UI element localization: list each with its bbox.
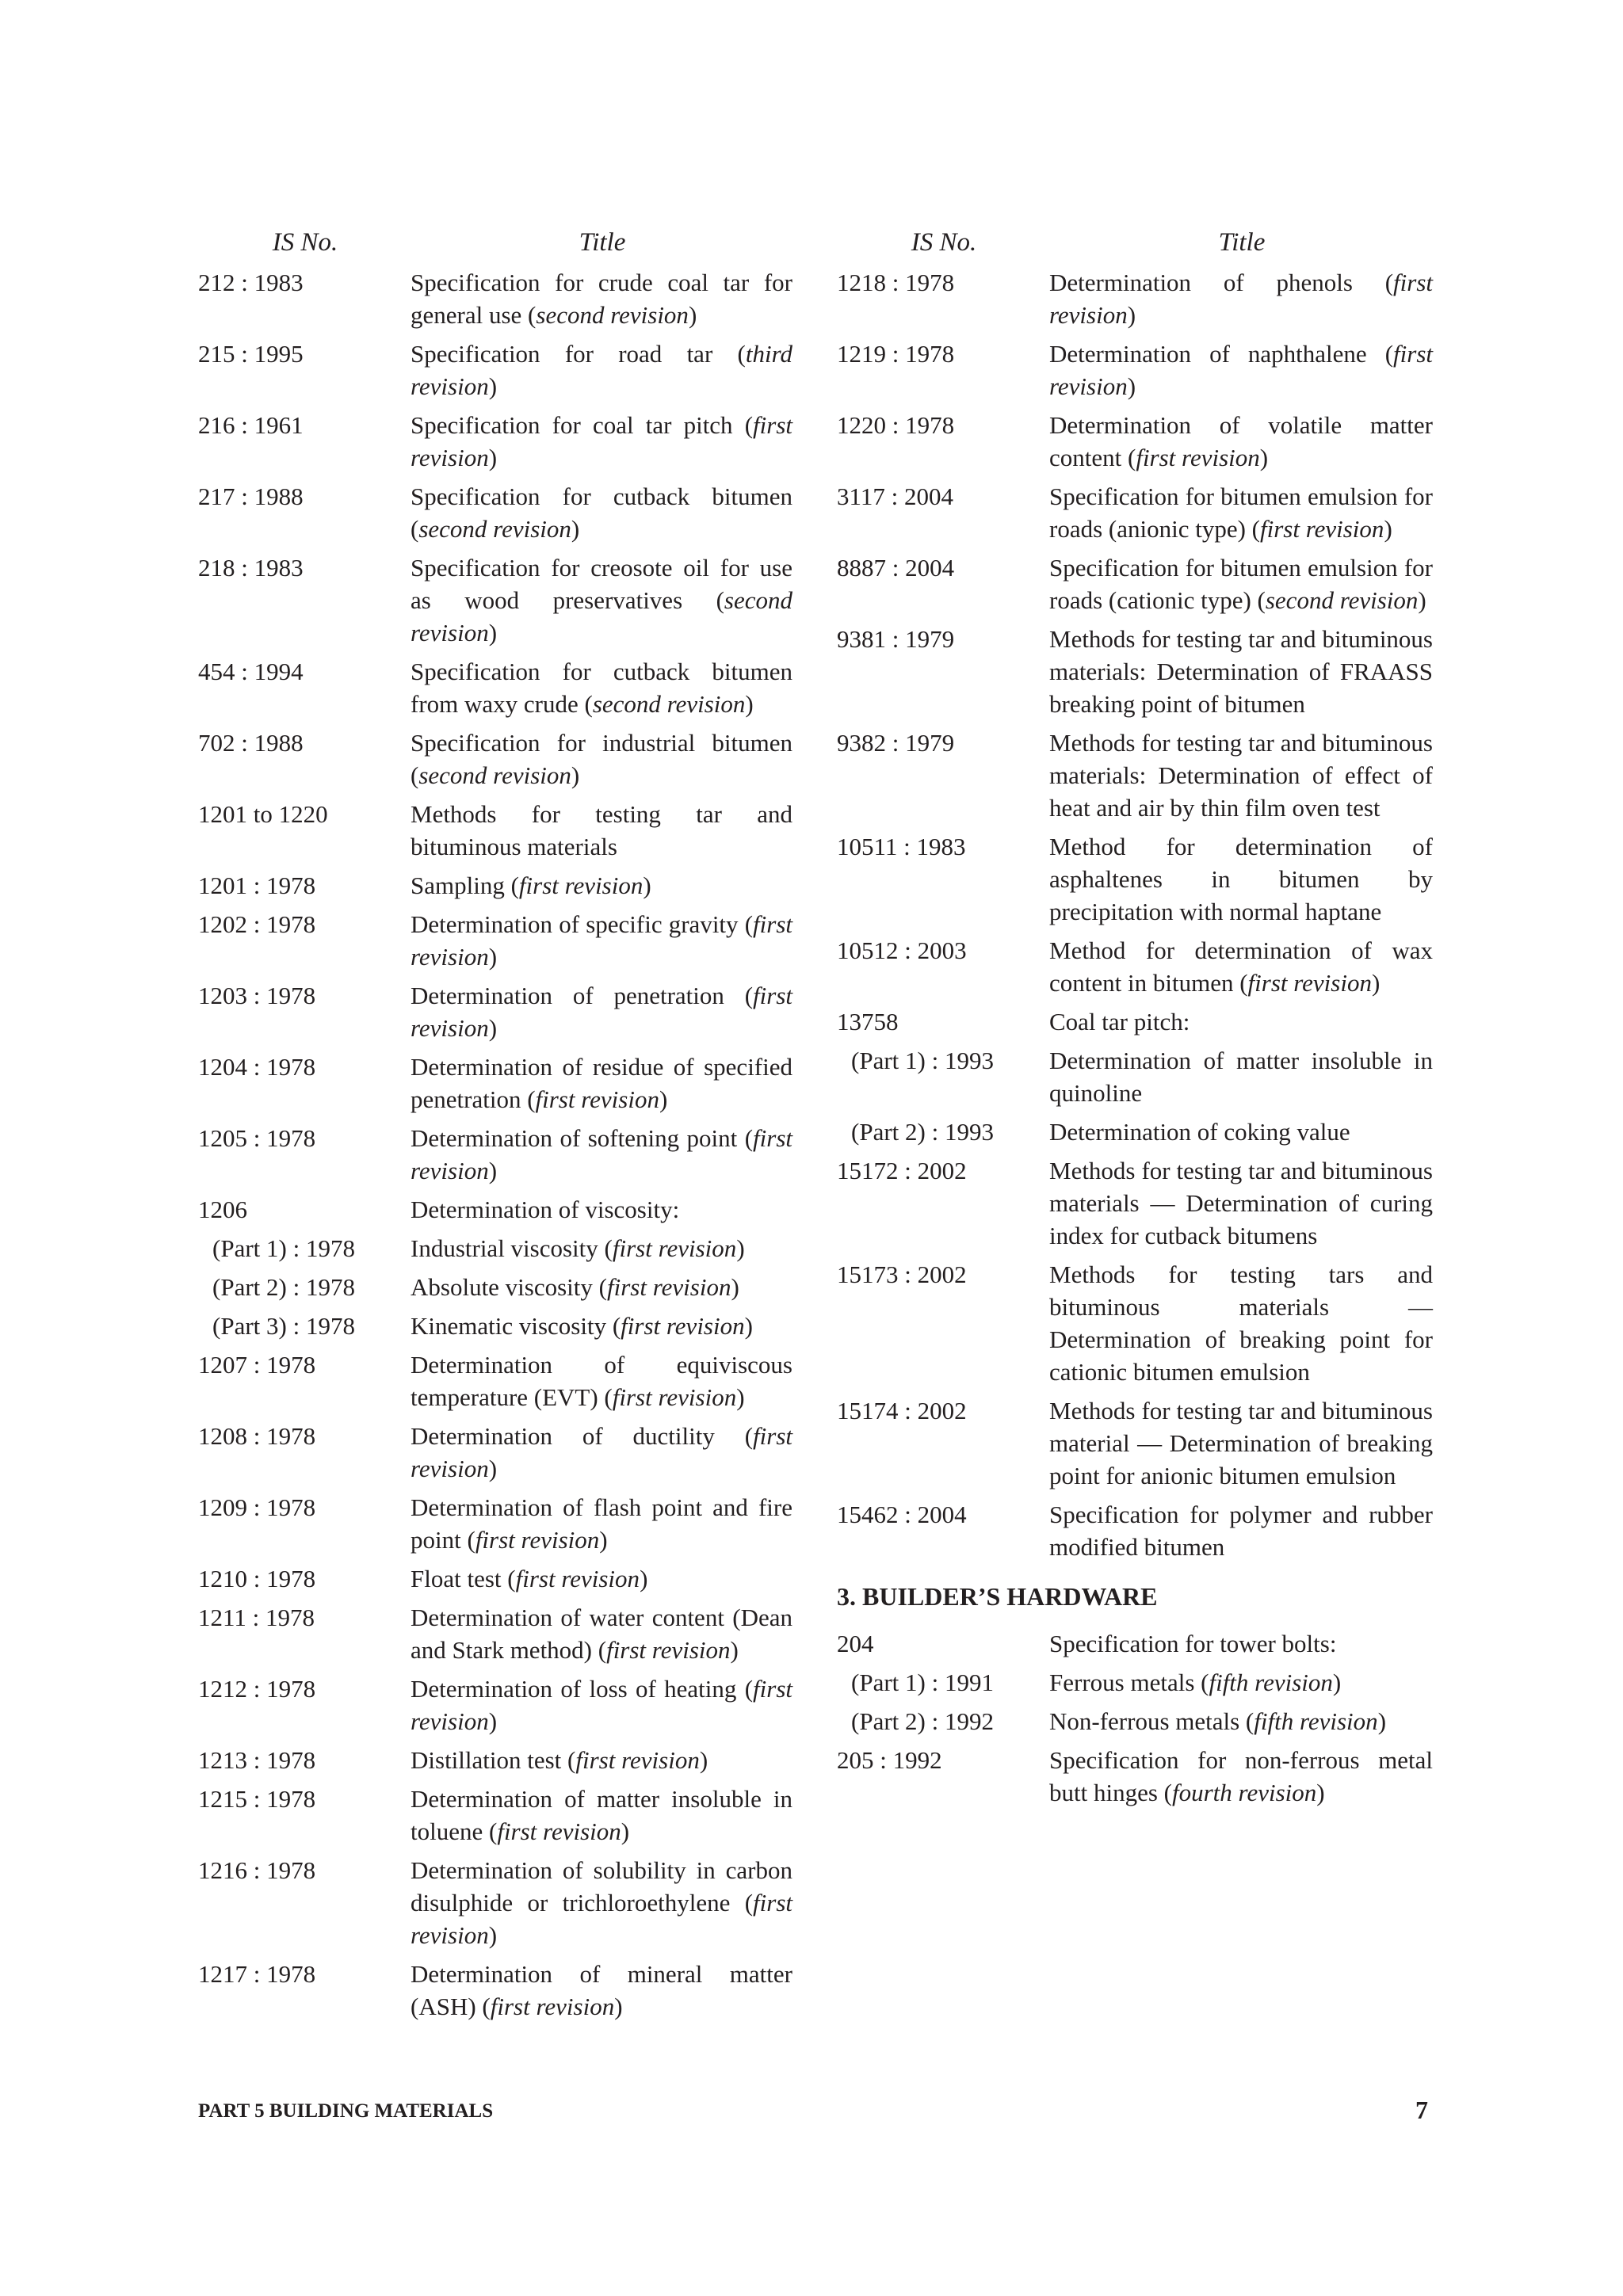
- revision-text: first revision: [612, 1383, 737, 1411]
- closing-paren: ): [659, 1085, 668, 1113]
- is-number: 15172 : 2002: [837, 1157, 967, 1184]
- is-number: 1213 : 1978: [198, 1746, 316, 1774]
- title-text: Determination of coking value: [1049, 1118, 1350, 1146]
- standard-title: [411, 1271, 792, 1303]
- revision-text: first revision: [411, 1422, 792, 1482]
- is-number: 212 : 1983: [198, 269, 304, 296]
- title-text: Determination of flash point and fire point (: [411, 1493, 792, 1554]
- is-number: 702 : 1988: [198, 729, 304, 757]
- standard-title: [411, 1958, 792, 2023]
- closing-paren: ): [688, 301, 697, 329]
- revision-text: first revision: [515, 1565, 640, 1592]
- revision-text: fourth revision: [1172, 1779, 1317, 1806]
- title-text: Methods for testing tar and bituminous materials: Determination of FRAASS breaking point of bitumen: [1049, 625, 1433, 718]
- standard-title: [1049, 1627, 1433, 1660]
- standard-row: [837, 1627, 1433, 1660]
- is-number: 454 : 1994: [198, 658, 304, 685]
- closing-paren: ): [640, 1565, 648, 1592]
- standard-title: [411, 1122, 792, 1187]
- section-heading: 3. BUILDER’S HARDWARE: [837, 1582, 1158, 1611]
- title-text: Industrial viscosity (: [411, 1234, 613, 1262]
- title-text: Methods for testing tar and bituminous materials: Determination of effect of heat and air by thin film oven test: [1049, 729, 1433, 822]
- standard-row: [198, 727, 792, 791]
- title-text: Determination of residue of specified penetration (: [411, 1053, 792, 1113]
- closing-paren: ): [730, 1636, 739, 1664]
- title-text: Methods for testing tar and bituminous material — Determination of breaking point for anionic bitumen emulsion: [1049, 1397, 1433, 1489]
- title-text: Determination of phenols (: [1049, 269, 1394, 296]
- title-text: Non-ferrous metals (: [1049, 1707, 1254, 1735]
- is-number: 1218 : 1978: [837, 269, 955, 296]
- standard-row: [198, 1420, 792, 1485]
- is-number: (Part 3) : 1978: [212, 1312, 355, 1340]
- revision-text: second revision: [1265, 586, 1419, 614]
- standard-row: [837, 1666, 1433, 1699]
- title-header: Title: [579, 227, 626, 257]
- standard-title: [411, 1672, 792, 1737]
- title-text: Determination of matter insoluble in quinoline: [1049, 1047, 1433, 1107]
- is-number: 1205 : 1978: [198, 1124, 316, 1152]
- is-number: 15174 : 2002: [837, 1397, 967, 1425]
- standard-row: [837, 1116, 1433, 1148]
- closing-paren: ): [488, 1707, 498, 1735]
- revision-text: first revision: [607, 1273, 731, 1301]
- page-number: 7: [1415, 2096, 1428, 2124]
- standard-title: [411, 1783, 792, 1848]
- title-text: Specification for polymer and rubber modified bitumen: [1049, 1501, 1433, 1561]
- standard-row: [837, 830, 1433, 928]
- standard-title: [1049, 1005, 1433, 1038]
- standard-row: [837, 409, 1433, 474]
- is-number: 13758: [837, 1008, 899, 1035]
- standard-title: [411, 979, 792, 1044]
- is-number: 1204 : 1978: [198, 1053, 316, 1081]
- standard-row: [837, 623, 1433, 720]
- is-no-header: IS No.: [911, 227, 977, 257]
- is-number: 1202 : 1978: [198, 910, 316, 938]
- revision-text: fifth revision: [1209, 1669, 1333, 1696]
- revision-text: first revision: [411, 1675, 792, 1735]
- is-number: 1219 : 1978: [837, 340, 955, 368]
- hardware-standards-list: [837, 1627, 1433, 1809]
- standard-title: [411, 1232, 792, 1264]
- closing-paren: ): [621, 1817, 630, 1845]
- closing-paren: ): [488, 1014, 498, 1042]
- revision-text: first revision: [1247, 969, 1372, 997]
- revision-text: first revision: [411, 982, 792, 1042]
- closing-paren: ): [1259, 444, 1269, 471]
- standard-row: [837, 727, 1433, 824]
- is-number: (Part 1) : 1978: [212, 1234, 355, 1262]
- revision-text: first revision: [411, 910, 792, 971]
- revision-text: first revision: [497, 1817, 621, 1845]
- standard-title: [411, 1601, 792, 1666]
- is-number: 1212 : 1978: [198, 1675, 316, 1703]
- standard-row: [837, 1258, 1433, 1388]
- standard-row: [837, 1044, 1433, 1109]
- revision-text: first revision: [411, 1124, 792, 1184]
- title-text: Determination of specific gravity (: [411, 910, 754, 938]
- revision-text: second revision: [592, 690, 746, 718]
- closing-paren: ): [1316, 1779, 1325, 1806]
- title-text: Kinematic viscosity (: [411, 1312, 621, 1340]
- closing-paren: ): [736, 1234, 745, 1262]
- title-text: Determination of equiviscous temperature (EVT) (: [411, 1351, 792, 1411]
- standard-title: [411, 551, 792, 649]
- is-number: (Part 2) : 1978: [212, 1273, 355, 1301]
- standard-title: [1049, 1394, 1433, 1492]
- closing-paren: ): [571, 515, 580, 543]
- standard-title: [1049, 934, 1433, 999]
- title-text: Determination of viscosity:: [411, 1196, 680, 1223]
- standard-row: [198, 1744, 792, 1776]
- title-text: Specification for creosote oil for use as wood preservatives (: [411, 554, 792, 614]
- title-text: Specification for cutback bitumen from waxy crude (: [411, 658, 792, 718]
- standard-row: [837, 480, 1433, 545]
- revision-text: second revision: [418, 515, 571, 543]
- standard-title: [411, 1310, 792, 1342]
- standard-row: [198, 1491, 792, 1556]
- is-number: 1210 : 1978: [198, 1565, 316, 1592]
- standard-row: [198, 1562, 792, 1595]
- standards-list: [837, 266, 1433, 1563]
- standard-title: [411, 1562, 792, 1595]
- is-number: 1206: [198, 1196, 247, 1223]
- title-text: Specification for non-ferrous metal butt hinges (: [1049, 1746, 1433, 1806]
- revision-text: first revision: [612, 1234, 737, 1262]
- closing-paren: ): [1127, 372, 1136, 400]
- closing-paren: ): [488, 619, 498, 646]
- footer-part-label: PART 5 BUILDING MATERIALS: [198, 2100, 494, 2122]
- title-text: Specification for road tar (: [411, 340, 746, 368]
- revision-text: first revision: [621, 1312, 745, 1340]
- standard-title: [1049, 1154, 1433, 1252]
- closing-paren: ): [599, 1526, 608, 1554]
- title-text: Specification for crude coal tar for general use (: [411, 269, 792, 329]
- title-text: Determination of mineral matter (ASH) (: [411, 1960, 792, 2020]
- is-number: 1215 : 1978: [198, 1785, 316, 1813]
- title-text: Sampling (: [411, 871, 519, 899]
- standard-row: [198, 1051, 792, 1116]
- right-column: [837, 219, 1433, 1815]
- standard-row: [198, 1348, 792, 1413]
- is-number: 1201 to 1220: [198, 800, 328, 828]
- is-number: 1201 : 1978: [198, 871, 316, 899]
- closing-paren: ): [1418, 586, 1426, 614]
- is-number: 3117 : 2004: [837, 482, 953, 510]
- standard-title: [411, 1854, 792, 1951]
- standard-title: [411, 1051, 792, 1116]
- standard-title: [1049, 1666, 1433, 1699]
- standard-title: [1049, 1116, 1433, 1148]
- is-number: 216 : 1961: [198, 411, 304, 439]
- standard-title: [1049, 1044, 1433, 1109]
- standard-row: [198, 655, 792, 720]
- standard-row: [837, 266, 1433, 331]
- title-text: Methods for testing tar and bituminous materials: [411, 800, 792, 860]
- revision-text: first revision: [518, 871, 643, 899]
- standard-row: [198, 1601, 792, 1666]
- closing-paren: ): [699, 1746, 708, 1774]
- closing-paren: ): [745, 690, 754, 718]
- standard-row: [198, 409, 792, 474]
- standard-title: [1049, 409, 1433, 474]
- standard-row: [837, 1005, 1433, 1038]
- is-number: (Part 2) : 1993: [851, 1118, 994, 1146]
- standard-title: [1049, 1744, 1433, 1809]
- closing-paren: ): [488, 372, 498, 400]
- title-text: Specification for bitumen emulsion for roads (anionic type) (: [1049, 482, 1433, 543]
- standard-row: [198, 1958, 792, 2023]
- closing-paren: ): [744, 1312, 753, 1340]
- standard-title: [1049, 830, 1433, 928]
- standard-title: [411, 727, 792, 791]
- closing-paren: ): [1384, 515, 1392, 543]
- title-text: Float test (: [411, 1565, 516, 1592]
- closing-paren: ): [488, 1455, 498, 1482]
- standard-title: [1049, 1705, 1433, 1737]
- standard-title: [411, 908, 792, 973]
- standard-row: [198, 1783, 792, 1848]
- closing-paren: ): [488, 1921, 498, 1949]
- standard-title: [1049, 551, 1433, 616]
- revision-text: first revision: [475, 1526, 600, 1554]
- revision-text: third revision: [411, 340, 792, 400]
- standard-row: [198, 1310, 792, 1342]
- standard-title: [411, 798, 792, 863]
- title-header: Title: [1218, 227, 1266, 257]
- title-text: Specification for bitumen emulsion for roads (cationic type) (: [1049, 554, 1433, 614]
- title-text: Determination of matter insoluble in toluene (: [411, 1785, 792, 1845]
- standard-title: [411, 338, 792, 402]
- closing-paren: ): [488, 444, 498, 471]
- is-number: 215 : 1995: [198, 340, 304, 368]
- standards-list: [198, 266, 792, 2023]
- title-text: Determination of penetration (: [411, 982, 754, 1009]
- revision-text: first revision: [575, 1746, 700, 1774]
- title-text: Specification for industrial bitumen (: [411, 729, 792, 789]
- standard-row: [837, 551, 1433, 616]
- standard-title: [411, 409, 792, 474]
- standard-row: [198, 1271, 792, 1303]
- revision-text: first revision: [411, 411, 792, 471]
- standard-title: [411, 655, 792, 720]
- standard-row: [198, 979, 792, 1044]
- standard-title: [411, 1348, 792, 1413]
- standard-title: [411, 1491, 792, 1556]
- standard-title: [411, 1193, 792, 1226]
- title-text: Absolute viscosity (: [411, 1273, 607, 1301]
- revision-text: second revision: [418, 761, 571, 789]
- title-text: Ferrous metals (: [1049, 1669, 1209, 1696]
- is-number: 1203 : 1978: [198, 982, 316, 1009]
- standard-row: [837, 1498, 1433, 1563]
- title-text: Coal tar pitch:: [1049, 1008, 1190, 1035]
- title-text: Methods for testing tar and bituminous materials — Determination of curing index for cutback bitumens: [1049, 1157, 1433, 1249]
- is-number: 205 : 1992: [837, 1746, 942, 1774]
- revision-text: first revision: [1259, 515, 1384, 543]
- standard-row: [837, 1394, 1433, 1492]
- closing-paren: ): [1332, 1669, 1342, 1696]
- standard-row: [198, 266, 792, 331]
- standard-title: [1049, 338, 1433, 402]
- is-no-header: IS No.: [272, 227, 338, 257]
- title-text: Method for determination of wax content in bitumen (: [1049, 936, 1433, 997]
- is-number: 217 : 1988: [198, 482, 304, 510]
- is-number: (Part 1) : 1991: [851, 1669, 994, 1696]
- closing-paren: ): [731, 1273, 739, 1301]
- is-number: (Part 2) : 1992: [851, 1707, 994, 1735]
- title-text: Determination of softening point (: [411, 1124, 754, 1152]
- standard-row: [198, 1122, 792, 1187]
- is-number: 9381 : 1979: [837, 625, 955, 653]
- column-header: [198, 219, 792, 266]
- title-text: Determination of loss of heating (: [411, 1675, 754, 1703]
- is-number: 1216 : 1978: [198, 1856, 316, 1884]
- is-number: 218 : 1983: [198, 554, 304, 582]
- standard-row: [198, 1672, 792, 1737]
- is-number: 1208 : 1978: [198, 1422, 316, 1450]
- standard-row: [198, 798, 792, 863]
- standard-row: [198, 480, 792, 545]
- closing-paren: ): [614, 1993, 623, 2020]
- standard-title: [411, 480, 792, 545]
- title-text: Determination of naphthalene (: [1049, 340, 1394, 368]
- title-text: Determination of ductility (: [411, 1422, 754, 1450]
- closing-paren: ): [643, 871, 651, 899]
- left-column: [198, 219, 792, 2029]
- standard-title: [411, 869, 792, 902]
- is-number: 1207 : 1978: [198, 1351, 316, 1379]
- standard-title: [1049, 1258, 1433, 1388]
- standard-row: [837, 338, 1433, 402]
- revision-text: first revision: [490, 1993, 615, 2020]
- closing-paren: ): [1371, 969, 1381, 997]
- standard-row: [837, 1705, 1433, 1737]
- closing-paren: ): [1377, 1707, 1387, 1735]
- standard-row: [198, 869, 792, 902]
- standard-title: [1049, 727, 1433, 824]
- standard-row: [198, 1193, 792, 1226]
- is-number: 9382 : 1979: [837, 729, 955, 757]
- standard-row: [837, 1154, 1433, 1252]
- revision-text: second revision: [411, 586, 792, 646]
- revision-text: first revision: [1136, 444, 1260, 471]
- standard-title: [411, 1420, 792, 1485]
- title-text: Specification for cutback bitumen (: [411, 482, 792, 543]
- standard-row: [837, 934, 1433, 999]
- standard-title: [1049, 266, 1433, 331]
- is-number: 15462 : 2004: [837, 1501, 967, 1528]
- revision-text: fifth revision: [1254, 1707, 1378, 1735]
- revision-text: first revision: [411, 1889, 792, 1949]
- closing-paren: ): [1127, 301, 1136, 329]
- is-number: 10511 : 1983: [837, 833, 966, 860]
- standard-title: [411, 266, 792, 331]
- revision-text: first revision: [1049, 269, 1433, 329]
- is-number: 8887 : 2004: [837, 554, 955, 582]
- title-text: Specification for coal tar pitch (: [411, 411, 754, 439]
- closing-paren: ): [488, 1157, 498, 1184]
- standard-title: [1049, 623, 1433, 720]
- is-number: 1220 : 1978: [837, 411, 955, 439]
- title-text: Method for determination of asphaltenes in bitumen by precipitation with normal haptane: [1049, 833, 1433, 925]
- revision-text: first revision: [535, 1085, 659, 1113]
- closing-paren: ): [571, 761, 580, 789]
- is-number: 1209 : 1978: [198, 1493, 316, 1521]
- title-text: Specification for tower bolts:: [1049, 1630, 1337, 1657]
- revision-text: first revision: [606, 1636, 731, 1664]
- standard-title: [1049, 480, 1433, 545]
- standard-row: [198, 1854, 792, 1951]
- standard-row: [198, 551, 792, 649]
- title-text: Determination of solubility in carbon disulphide or trichloroethylene (: [411, 1856, 792, 1917]
- standard-row: [198, 908, 792, 973]
- title-text: Determination of water content (Dean and Stark method) (: [411, 1604, 792, 1664]
- standard-row: [198, 338, 792, 402]
- title-text: Methods for testing tars and bituminous materials — Determination of breaking point for cationic bitumen emulsion: [1049, 1261, 1433, 1386]
- title-text: Distillation test (: [411, 1746, 576, 1774]
- is-number: 1217 : 1978: [198, 1960, 316, 1988]
- standard-row: [198, 1232, 792, 1264]
- revision-text: second revision: [536, 301, 689, 329]
- is-number: (Part 1) : 1993: [851, 1047, 994, 1074]
- is-number: 15173 : 2002: [837, 1261, 967, 1288]
- closing-paren: ): [488, 943, 498, 971]
- closing-paren: ): [736, 1383, 745, 1411]
- standard-row: [837, 1744, 1433, 1809]
- is-number: 10512 : 2003: [837, 936, 967, 964]
- standard-title: [411, 1744, 792, 1776]
- revision-text: first revision: [1049, 340, 1433, 400]
- standard-title: [1049, 1498, 1433, 1563]
- is-number: 1211 : 1978: [198, 1604, 315, 1631]
- title-text: Determination of volatile matter content (: [1049, 411, 1433, 471]
- column-header: [837, 219, 1433, 266]
- is-number: 204: [837, 1630, 874, 1657]
